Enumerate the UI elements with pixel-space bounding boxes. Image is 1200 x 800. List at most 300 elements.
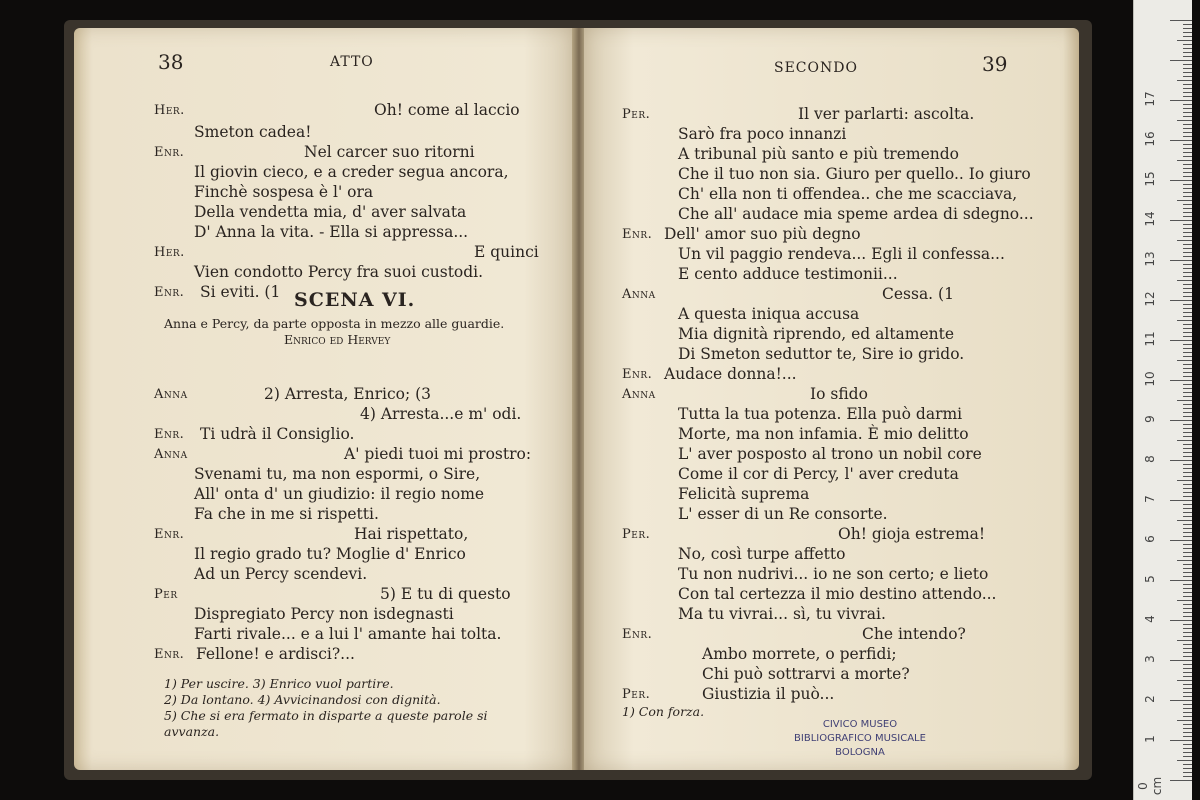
verse-line: Svenami tu, ma non espormi, o Sire, — [194, 465, 481, 483]
ruler-tick — [1183, 212, 1192, 213]
verse-line: Mia dignità riprendo, ed altamente — [678, 325, 955, 343]
ruler-tick — [1183, 68, 1192, 69]
ruler-tick — [1183, 408, 1192, 409]
ruler-tick — [1177, 640, 1192, 641]
ruler-tick — [1177, 720, 1192, 721]
ruler-tick — [1183, 476, 1192, 477]
ruler-tick — [1170, 500, 1192, 501]
ruler-tick — [1183, 144, 1192, 145]
ruler-tick — [1183, 588, 1192, 589]
ruler-tick — [1183, 596, 1192, 597]
ruler-tick — [1183, 252, 1192, 253]
ruler-tick — [1183, 108, 1192, 109]
speaker-label: Anna — [154, 447, 188, 462]
verse-line: Oh! gioja estrema! — [838, 525, 986, 543]
ruler-tick — [1183, 744, 1192, 745]
ruler-tick — [1183, 264, 1192, 265]
ruler-label: 6 — [1143, 535, 1157, 543]
ruler-tick — [1183, 324, 1192, 325]
ruler-label: 5 — [1143, 575, 1157, 583]
ruler-tick — [1183, 548, 1192, 549]
verse-line: Smeton cadea! — [194, 123, 312, 141]
ruler-tick — [1183, 612, 1192, 613]
ruler-tick — [1183, 432, 1192, 433]
ruler-tick — [1183, 72, 1192, 73]
ruler-tick — [1183, 632, 1192, 633]
ruler-tick — [1183, 584, 1192, 585]
ruler-tick — [1177, 320, 1192, 321]
ruler-tick — [1183, 56, 1192, 57]
verse-line: Nel carcer suo ritorni — [304, 143, 475, 161]
verse-line: No, così turpe affetto — [678, 545, 846, 563]
verse-line: Dell' amor suo più degno — [664, 225, 861, 243]
ruler-tick — [1183, 112, 1192, 113]
ruler-tick — [1177, 240, 1192, 241]
ruler-tick — [1183, 456, 1192, 457]
verse-line: Con tal certezza il mio destino attendo... — [678, 585, 997, 603]
ruler-tick — [1183, 756, 1192, 757]
ruler-label: 14 — [1143, 211, 1157, 227]
ruler-tick — [1183, 676, 1192, 677]
ruler-tick — [1183, 164, 1192, 165]
speaker-label: Enr. — [622, 627, 653, 642]
ruler-tick — [1177, 440, 1192, 441]
ruler-tick — [1183, 668, 1192, 669]
ruler-tick — [1183, 228, 1192, 229]
verse-line: Come il cor di Percy, l' aver creduta — [678, 465, 959, 483]
ruler-tick — [1183, 248, 1192, 249]
verse-line: Fellone! e ardisci?... — [196, 645, 355, 663]
ruler-tick — [1183, 364, 1192, 365]
ruler-label: 7 — [1143, 495, 1157, 503]
ruler-tick — [1183, 384, 1192, 385]
ruler-tick — [1183, 704, 1192, 705]
ruler-tick — [1183, 104, 1192, 105]
verse-line: 2) Arresta, Enrico; (3 — [264, 385, 432, 403]
ruler-tick — [1183, 328, 1192, 329]
ruler-tick — [1177, 360, 1192, 361]
speaker-label: Enr. — [154, 145, 185, 160]
open-book — [64, 20, 1092, 780]
ruler-tick — [1170, 540, 1192, 541]
scene-characters: Enrico ed Hervey — [284, 332, 391, 347]
verse-line: Vien condotto Percy fra suoi custodi. — [194, 263, 484, 281]
ruler-tick — [1183, 152, 1192, 153]
ruler-tick — [1177, 400, 1192, 401]
verse-line: 4) Arresta...e m' odi. — [360, 405, 522, 423]
ruler-tick — [1183, 352, 1192, 353]
ruler-label: 16 — [1143, 131, 1157, 147]
verse-line: Ma tu vivrai... sì, tu vivrai. — [678, 605, 886, 623]
verse-line: A questa iniqua accusa — [678, 305, 860, 323]
ruler-tick — [1183, 172, 1192, 173]
ruler-label: 9 — [1143, 415, 1157, 423]
ruler-tick — [1177, 560, 1192, 561]
ruler-tick — [1183, 288, 1192, 289]
ruler-tick — [1177, 760, 1192, 761]
verse-line: Di Smeton seduttor te, Sire io grido. — [678, 345, 965, 363]
ruler-tick — [1183, 28, 1192, 29]
ruler-tick — [1183, 128, 1192, 129]
ruler-tick — [1183, 552, 1192, 553]
speaker-label: Anna — [622, 287, 656, 302]
verse-line: Oh! come al laccio — [374, 101, 520, 119]
stamp-line: BOLOGNA — [835, 747, 885, 758]
ruler-tick — [1183, 92, 1192, 93]
ruler-tick — [1183, 748, 1192, 749]
ruler-tick — [1183, 512, 1192, 513]
verse-line: All' onta d' un giudizio: il regio nome — [194, 485, 485, 503]
ruler-tick — [1183, 568, 1192, 569]
ruler-tick — [1183, 724, 1192, 725]
ruler-tick — [1183, 672, 1192, 673]
ruler-tick — [1183, 452, 1192, 453]
ruler-tick — [1183, 736, 1192, 737]
verse-line: E cento adduce testimonii... — [678, 265, 898, 283]
ruler-tick — [1170, 700, 1192, 701]
verse-line: Un vil paggio rendeva... Egli il confessa... — [678, 245, 1005, 263]
ruler-tick — [1183, 348, 1192, 349]
ruler-tick — [1177, 120, 1192, 121]
ruler-tick — [1183, 404, 1192, 405]
ruler-tick — [1183, 556, 1192, 557]
ruler-tick — [1183, 544, 1192, 545]
ruler-tick — [1177, 280, 1192, 281]
ruler-tick — [1183, 684, 1192, 685]
verse-line: Che all' audace mia speme ardea di sdegno... — [678, 205, 1034, 223]
ruler-tick — [1183, 776, 1192, 777]
ruler-tick — [1183, 656, 1192, 657]
ruler-label: 4 — [1143, 615, 1157, 623]
ruler-tick — [1183, 732, 1192, 733]
verse-line: Si eviti. (1 — [200, 283, 281, 301]
ruler-label: 10 — [1143, 371, 1157, 387]
footnote-line: 5) Che si era fermato in disparte a queste parole si — [164, 708, 488, 723]
ruler-tick — [1183, 412, 1192, 413]
verse-line: Tu non nudrivi... io ne son certo; e lieto — [678, 565, 989, 583]
ruler-tick — [1183, 132, 1192, 133]
ruler-tick — [1177, 480, 1192, 481]
library-stamp — [775, 718, 945, 760]
verse-line: 5) E tu di questo — [380, 585, 511, 603]
ruler-tick — [1183, 576, 1192, 577]
ruler-tick — [1183, 272, 1192, 273]
ruler-tick — [1183, 268, 1192, 269]
ruler-tick — [1183, 664, 1192, 665]
footnote-line: 1) Per uscire. 3) Enrico vuol partire. — [164, 676, 394, 691]
ruler-label: 2 — [1143, 695, 1157, 703]
ruler-tick — [1183, 388, 1192, 389]
ruler-tick — [1183, 564, 1192, 565]
ruler-tick — [1183, 156, 1192, 157]
speaker-label: Her. — [154, 245, 185, 260]
ruler-tick — [1183, 176, 1192, 177]
verse-line: Della vendetta mia, d' aver salvata — [194, 203, 467, 221]
ruler-tick — [1183, 692, 1192, 693]
ruler-tick — [1183, 124, 1192, 125]
ruler-tick — [1183, 572, 1192, 573]
ruler-tick — [1183, 188, 1192, 189]
ruler-tick — [1177, 680, 1192, 681]
ruler-label: 15 — [1143, 171, 1157, 187]
ruler-tick — [1183, 496, 1192, 497]
ruler-tick — [1170, 220, 1192, 221]
ruler-label: 8 — [1143, 455, 1157, 463]
left-page — [74, 28, 574, 770]
ruler-tick — [1183, 36, 1192, 37]
ruler-tick — [1170, 380, 1192, 381]
verse-line: A' piedi tuoi mi prostro: — [344, 445, 532, 463]
ruler-tick — [1183, 88, 1192, 89]
verse-line: E quinci — [474, 243, 539, 261]
ruler-tick — [1183, 312, 1192, 313]
ruler-tick — [1170, 100, 1192, 101]
ruler-label: 3 — [1143, 655, 1157, 663]
ruler-tick — [1170, 740, 1192, 741]
ruler-tick — [1170, 180, 1192, 181]
ruler-tick — [1183, 628, 1192, 629]
ruler-tick — [1183, 464, 1192, 465]
ruler-tick — [1183, 24, 1192, 25]
verse-line: Giustizia il può... — [702, 685, 835, 703]
ruler-tick — [1183, 236, 1192, 237]
ruler-tick — [1183, 524, 1192, 525]
ruler-tick — [1183, 752, 1192, 753]
speaker-label: Enr. — [154, 647, 185, 662]
ruler-tick — [1183, 292, 1192, 293]
speaker-label: Her. — [154, 103, 185, 118]
verse-line: L' aver posposto al trono un nobil core — [678, 445, 982, 463]
speaker-label: Per. — [622, 527, 651, 542]
verse-line: Cessa. (1 — [882, 285, 954, 303]
ruler-tick — [1183, 344, 1192, 345]
verse-line: Finchè sospesa è l' ora — [194, 183, 374, 201]
ruler-tick — [1183, 232, 1192, 233]
ruler-label: 0 cm — [1136, 776, 1164, 796]
ruler-tick — [1183, 148, 1192, 149]
ruler-tick — [1183, 208, 1192, 209]
ruler-tick — [1183, 204, 1192, 205]
verse-line: Ambo morrete, o perfidi; — [702, 645, 897, 663]
right-page-number: 39 — [982, 52, 1008, 76]
ruler-tick — [1183, 296, 1192, 297]
verse-line: D' Anna la vita. - Ella si appressa... — [194, 223, 469, 241]
ruler-tick — [1183, 308, 1192, 309]
ruler-tick — [1183, 416, 1192, 417]
verse-line: Chi può sottrarvi a morte? — [702, 665, 910, 683]
ruler-tick — [1183, 516, 1192, 517]
right-running-head: SECONDO — [774, 60, 858, 76]
ruler-tick — [1177, 40, 1192, 41]
verse-line: Il ver parlarti: ascolta. — [798, 105, 975, 123]
ruler-tick — [1183, 716, 1192, 717]
ruler-label: 13 — [1143, 251, 1157, 267]
ruler-tick — [1183, 648, 1192, 649]
ruler-tick — [1183, 536, 1192, 537]
ruler-label: 17 — [1143, 91, 1157, 107]
ruler-tick — [1183, 276, 1192, 277]
ruler-tick — [1170, 580, 1192, 581]
speaker-label: Enr. — [154, 527, 185, 542]
ruler-tick — [1183, 772, 1192, 773]
verse-line: Che il tuo non sia. Giuro per quello.. Io giuro — [678, 165, 1031, 183]
ruler-tick — [1183, 372, 1192, 373]
speaker-label: Enr. — [622, 367, 653, 382]
verse-line: Sarò fra poco innanzi — [678, 125, 847, 143]
ruler-tick — [1170, 20, 1192, 21]
ruler-tick — [1183, 116, 1192, 117]
left-page-number: 38 — [158, 50, 184, 74]
verse-line: Dispregiato Percy non isdegnasti — [194, 605, 454, 623]
ruler-tick — [1183, 616, 1192, 617]
speaker-label: Anna — [154, 387, 188, 402]
ruler-tick — [1183, 376, 1192, 377]
ruler-tick — [1183, 696, 1192, 697]
ruler-label: 1 — [1143, 735, 1157, 743]
scene-description: Anna e Percy, da parte opposta in mezzo alle guardie. — [164, 316, 505, 331]
verse-line: Ti udrà il Consiglio. — [200, 425, 355, 443]
ruler-tick — [1183, 448, 1192, 449]
speaker-label: Anna — [622, 387, 656, 402]
ruler-tick — [1177, 80, 1192, 81]
ruler-tick — [1170, 300, 1192, 301]
verse-line: Fa che in me si rispetti. — [194, 505, 379, 523]
ruler-tick — [1183, 504, 1192, 505]
ruler-tick — [1183, 244, 1192, 245]
verse-line: Audace donna!... — [664, 365, 797, 383]
ruler-tick — [1183, 336, 1192, 337]
verse-line: Il giovin cieco, e a creder segua ancora, — [194, 163, 509, 181]
ruler-tick — [1183, 708, 1192, 709]
ruler-tick — [1170, 260, 1192, 261]
measuring-ruler — [1133, 0, 1192, 800]
ruler-tick — [1183, 332, 1192, 333]
verse-line: Ch' ella non ti offendea.. che me scacciava, — [678, 185, 1018, 203]
ruler-tick — [1183, 96, 1192, 97]
ruler-tick — [1183, 712, 1192, 713]
ruler-tick — [1183, 356, 1192, 357]
ruler-tick — [1183, 688, 1192, 689]
ruler-tick — [1177, 200, 1192, 201]
ruler-tick — [1170, 460, 1192, 461]
verse-line: Felicità suprema — [678, 485, 810, 503]
speaker-label: Per. — [622, 107, 651, 122]
ruler-tick — [1183, 216, 1192, 217]
ruler-tick — [1183, 284, 1192, 285]
ruler-tick — [1183, 636, 1192, 637]
ruler-tick — [1183, 768, 1192, 769]
ruler-tick — [1183, 256, 1192, 257]
speaker-label: Enr. — [154, 285, 185, 300]
verse-line: A tribunal più santo e più tremendo — [678, 145, 959, 163]
ruler-tick — [1183, 168, 1192, 169]
ruler-tick — [1170, 140, 1192, 141]
verse-line: Morte, ma non infamia. È mio delitto — [678, 425, 969, 443]
verse-line: L' esser di un Re consorte. — [678, 505, 888, 523]
ruler-tick — [1183, 592, 1192, 593]
ruler-tick — [1177, 160, 1192, 161]
ruler-tick — [1170, 340, 1192, 341]
ruler-tick — [1170, 420, 1192, 421]
verse-line: Ad un Percy scendevi. — [194, 565, 368, 583]
ruler-tick — [1177, 600, 1192, 601]
verse-line: Che intendo? — [862, 625, 966, 643]
ruler-tick — [1183, 492, 1192, 493]
ruler-tick — [1170, 620, 1192, 621]
speaker-label: Enr. — [154, 427, 185, 442]
ruler-tick — [1183, 368, 1192, 369]
footnote-line: avvanza. — [164, 724, 220, 739]
ruler-tick — [1183, 436, 1192, 437]
ruler-tick — [1183, 48, 1192, 49]
ruler-tick — [1183, 428, 1192, 429]
ruler-tick — [1183, 764, 1192, 765]
ruler-tick — [1183, 484, 1192, 485]
scene-title: SCENA VI. — [294, 289, 416, 311]
speaker-label: Enr. — [622, 227, 653, 242]
speaker-label: Per — [154, 587, 178, 602]
ruler-tick — [1183, 528, 1192, 529]
ruler-tick — [1183, 224, 1192, 225]
footnote-line: 2) Da lontano. 4) Avvicinandosi con dignità. — [164, 692, 441, 707]
ruler-tick — [1183, 64, 1192, 65]
ruler-tick — [1183, 444, 1192, 445]
stamp-line: CIVICO MUSEO — [822, 719, 898, 730]
verse-line: Farti rivale... e a lui l' amante hai tolta. — [194, 625, 502, 643]
ruler-tick — [1183, 508, 1192, 509]
ruler-tick — [1177, 520, 1192, 521]
ruler-tick — [1183, 608, 1192, 609]
ruler-tick — [1183, 136, 1192, 137]
ruler-tick — [1183, 44, 1192, 45]
ruler-tick — [1183, 652, 1192, 653]
ruler-tick — [1183, 316, 1192, 317]
right-page — [584, 28, 1079, 770]
ruler-tick — [1183, 52, 1192, 53]
ruler-tick — [1183, 488, 1192, 489]
ruler-tick — [1183, 32, 1192, 33]
ruler-label: 11 — [1143, 331, 1157, 347]
ruler-tick — [1183, 532, 1192, 533]
ruler-tick — [1183, 184, 1192, 185]
ruler-tick — [1170, 60, 1192, 61]
ruler-tick — [1183, 76, 1192, 77]
ruler-tick — [1183, 192, 1192, 193]
ruler-tick — [1183, 728, 1192, 729]
ruler-tick — [1183, 644, 1192, 645]
ruler-tick — [1183, 604, 1192, 605]
verse-line: Io sfido — [810, 385, 868, 403]
ruler-tick — [1183, 468, 1192, 469]
stamp-line: BIBLIOGRAFICO MUSICALE — [794, 733, 926, 744]
speaker-label: Per. — [622, 687, 651, 702]
footnote-line: 1) Con forza. — [622, 704, 705, 719]
ruler-tick — [1170, 780, 1192, 781]
ruler-tick — [1183, 472, 1192, 473]
ruler-tick — [1183, 396, 1192, 397]
verse-line: Hai rispettato, — [354, 525, 469, 543]
ruler-tick — [1183, 392, 1192, 393]
left-running-head: ATTO — [330, 54, 374, 70]
ruler-tick — [1183, 624, 1192, 625]
ruler-tick — [1183, 424, 1192, 425]
ruler-tick — [1170, 660, 1192, 661]
ruler-tick — [1183, 304, 1192, 305]
ruler-label: 12 — [1143, 291, 1157, 307]
ruler-tick — [1183, 196, 1192, 197]
ruler-tick — [1183, 84, 1192, 85]
verse-line: Il regio grado tu? Moglie d' Enrico — [194, 545, 466, 563]
